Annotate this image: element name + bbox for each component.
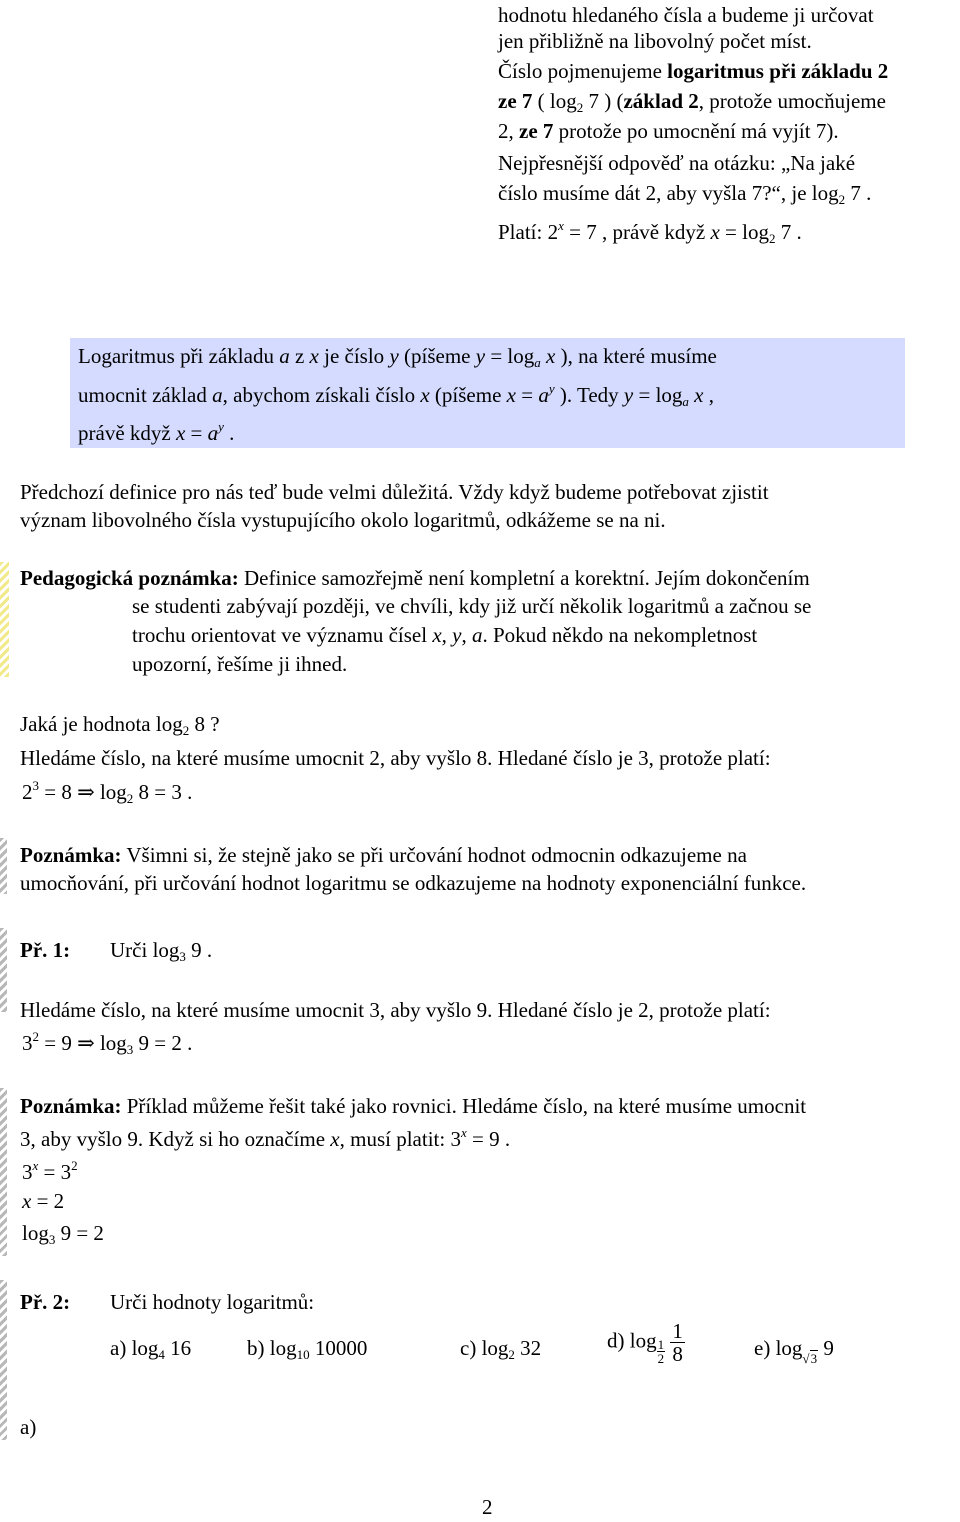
example-2-item-c: c) $\log_2 32$: [460, 1336, 542, 1362]
intro-line-8: Platí: $2^x = 7$ , právě když $x = \log_2 7$ .: [498, 218, 802, 246]
example-1-solution-line: Hledáme číslo, na které musíme umocnit 3, aby vyšlo 9. Hledané číslo je 2, protože platí:: [20, 998, 771, 1022]
definition-line-1: Logaritmus při základu a z x je číslo y (píšeme $y = \log_a x$ ), na které musíme: [78, 344, 717, 370]
intro-line-3: Číslo pojmenujeme logaritmus při základu 2: [498, 59, 889, 83]
example-2-item-d-argument-fraction: $\frac{1}{8}$: [672, 1319, 683, 1366]
after-definition-line-2: význam libovolného čísla vystupujícího okolo logaritmů, odkážeme se na ni.: [20, 508, 666, 532]
intro-line-7: číslo musíme dát 2, aby vyšla 7?“, je $\log_2 7$ .: [498, 181, 872, 207]
example-2-marker: [0, 1280, 7, 1440]
note-line-1: Poznámka: Všimni si, že stejně jako se při určování hodnot odmocnin odkazujeme na: [20, 843, 747, 867]
note-2-line-1: Poznámka: Příklad můžeme řešit také jako rovnici. Hledáme číslo, na které musíme umocnit: [20, 1094, 807, 1118]
note-2-line-2: 3, aby vyšlo 9. Když si ho označíme x, musí platit: $3^x = 9$ .: [20, 1125, 511, 1151]
question-line-1: Jaká je hodnota $\log_2 8$ ?: [20, 712, 220, 738]
definition-line-3: právě když $x = a^y$ .: [78, 419, 235, 445]
intro-line-6: Nejpřesnější odpověď na otázku: „Na jaké: [498, 151, 856, 175]
example-2-item-a: a) $\log_4 16$: [110, 1336, 192, 1362]
example-1-task: Urči $\log_3 9$ .: [110, 938, 213, 964]
example-2-label: Př. 2:: [20, 1290, 71, 1314]
example-2-item-b: b) $\log_{10} 10000$: [247, 1336, 368, 1362]
intro-line-5: 2, ze 7 protože po umocnění má vyjít 7).: [498, 119, 839, 143]
intro-line-4: ze 7 ( $\log_2 7$ ) (základ 2, protože umocňujeme: [498, 89, 886, 115]
definition-line-2: umocnit základ a, abychom získali číslo x (píšeme $x = a^y$ ). Tedy $y = \log_a x$ ,: [78, 381, 714, 409]
note-marker: [0, 838, 7, 894]
pedagogical-note-label: Pedagogická poznámka:: [20, 566, 239, 590]
example-1-marker: [0, 928, 7, 1012]
answer-start-label: a): [20, 1415, 37, 1439]
note-line-2: umocňování, při určování hodnot logaritmu se odkazujeme na hodnoty exponenciální funkce.: [20, 871, 807, 895]
pedagogical-note-line-1: Pedagogická poznámka: Definice samozřejmě není kompletní a korektní. Jejím dokončením: [20, 566, 810, 590]
note-2-equation-1: $3^x = 3^2$: [22, 1158, 78, 1184]
pedagogical-note-line-2: se studenti zabývají později, ve chvíli, kdy již určí několik logaritmů a začnou se: [132, 594, 812, 618]
example-2-item-e: e) log√3 9: [754, 1333, 834, 1374]
pedagogical-note-marker: [0, 562, 9, 677]
note-2-marker: [0, 1088, 7, 1256]
note-label: Poznámka:: [20, 843, 122, 867]
example-1-label: Př. 1:: [20, 938, 71, 962]
note-2-equation-2: x = 2: [22, 1189, 65, 1213]
note-2-equation-3: $\log_3 9 = 2$: [22, 1221, 104, 1247]
after-definition-line-1: Předchozí definice pro nás teď bude velmi důležitá. Vždy když budeme potřebovat zjistit: [20, 480, 769, 504]
question-equation: $2^3 = 8$ ⇒ $\log_2 8 = 3$ .: [22, 778, 193, 806]
intro-line-1: hodnotu hledaného čísla a budeme ji určovat: [498, 3, 874, 27]
example-2-item-d-base-fraction: $\frac{1}{2}$: [657, 1337, 665, 1367]
page-number: 2: [482, 1495, 493, 1519]
example-2-task: Urči hodnoty logaritmů:: [110, 1290, 315, 1314]
example-1-equation: $3^2 = 9$ ⇒ $\log_3 9 = 2$ .: [22, 1029, 193, 1057]
pedagogical-note-line-3: trochu orientovat ve významu čísel x, y, a. Pokud někdo na nekompletnost: [132, 623, 758, 647]
example-2-item-d: d) log $\frac{1}{2}$ $\frac{1}{8}$: [607, 1319, 683, 1367]
pedagogical-note-line-4: upozorní, řešíme ji ihned.: [132, 652, 348, 676]
intro-line-2: jen přibližně na libovolný počet míst.: [498, 29, 812, 53]
question-line-2: Hledáme číslo, na které musíme umocnit 2, aby vyšlo 8. Hledané číslo je 3, protože platí:: [20, 746, 771, 770]
sqrt-base: √3: [802, 1351, 818, 1366]
note-2-label: Poznámka:: [20, 1094, 122, 1118]
